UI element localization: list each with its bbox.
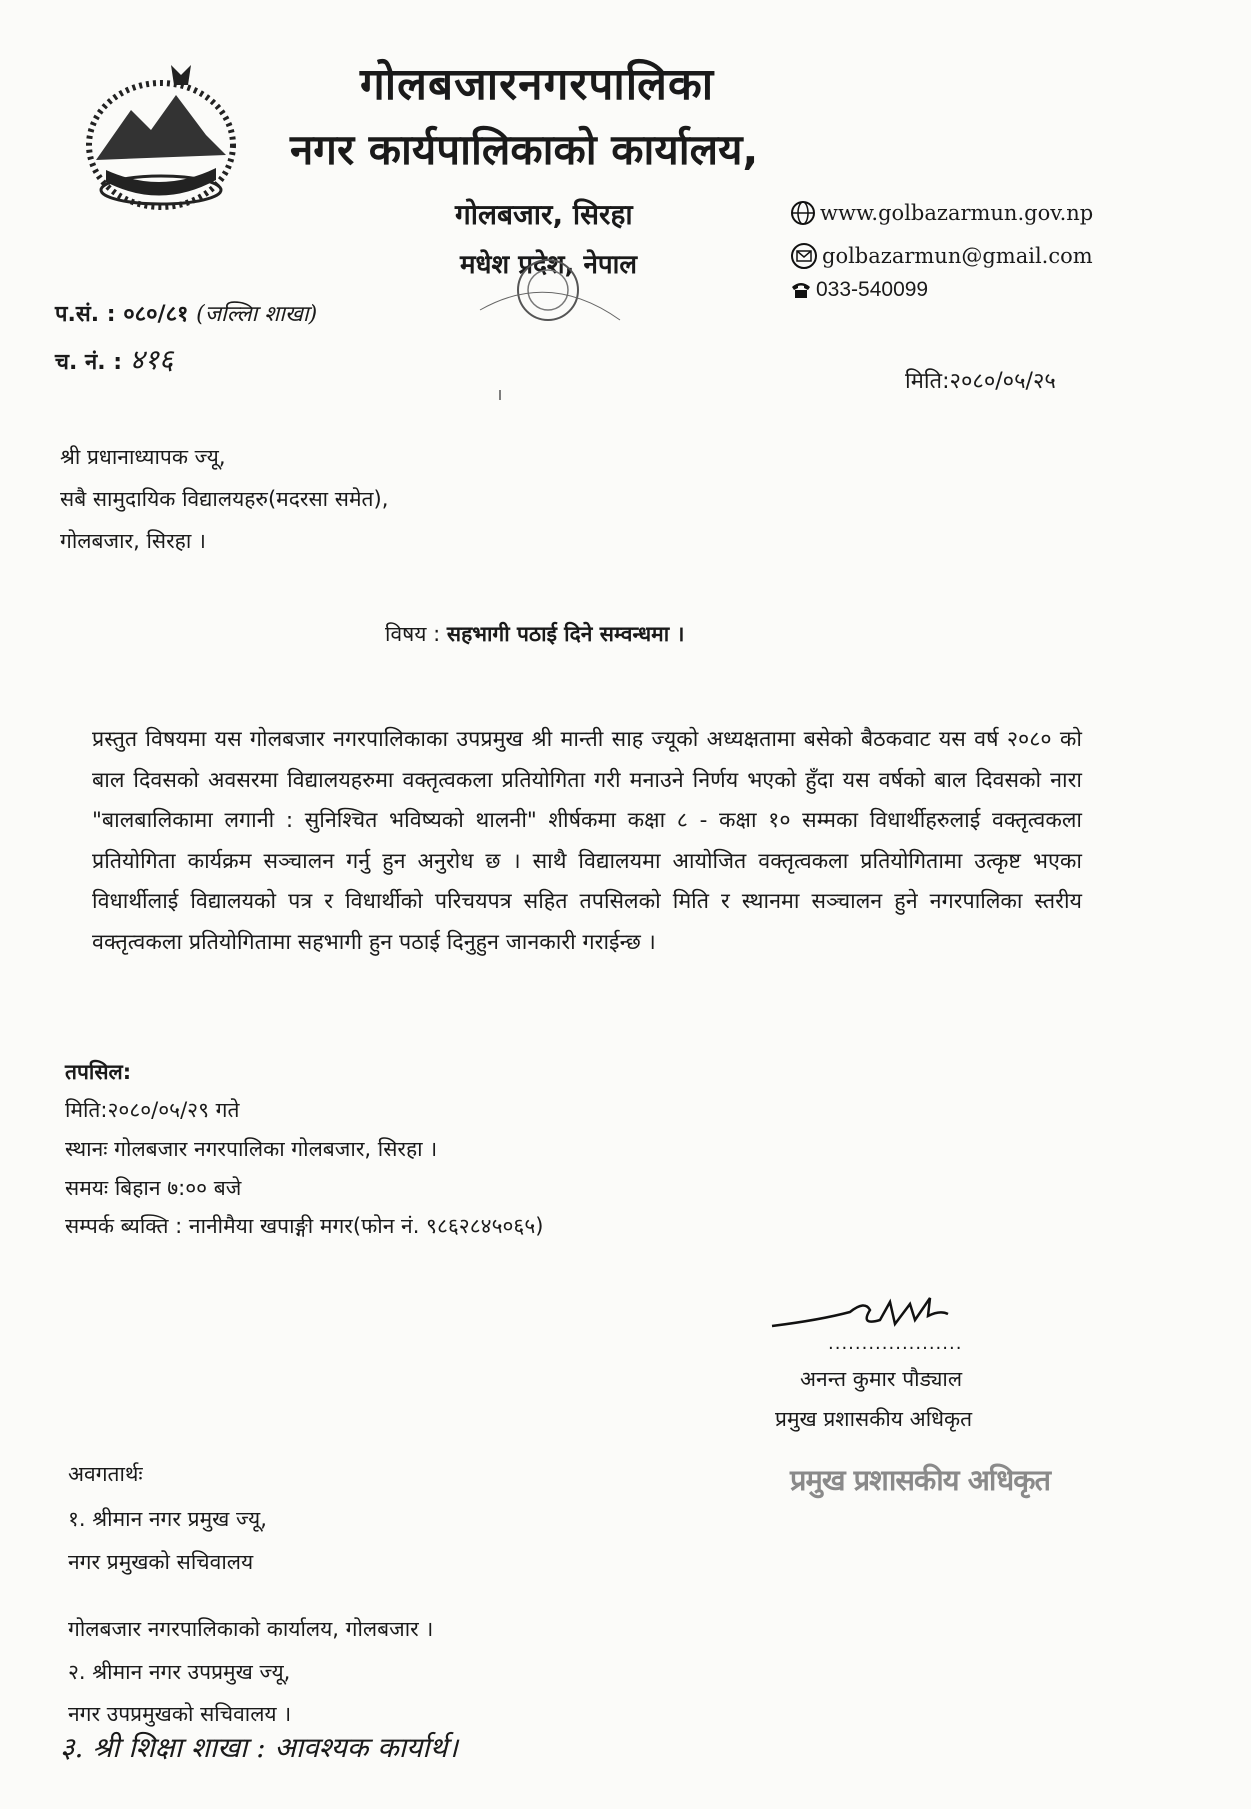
addressee-line: श्री प्रधानाध्यापक ज्यू, <box>60 445 226 469</box>
cc-handwritten-note: ३. श्री शिक्षा शाखा : आवश्यक कार्यार्थ। <box>60 1731 459 1764</box>
organization-name: गोलबजारनगरपालिका <box>360 59 715 110</box>
email-text: golbazarmun@gmail.com <box>822 244 1093 268</box>
letter-date: मिति:२०८०/०५/२५ <box>905 369 1056 394</box>
office-name: नगर कार्यपालिकाको कार्यालय, <box>290 125 759 174</box>
subject-text: सहभागी पठाई दिने सम्वन्धमा । <box>446 622 685 646</box>
cc-heading: अवगतार्थः <box>68 1462 143 1486</box>
addressee-line: गोलबजार, सिरहा । <box>60 529 206 553</box>
cn-label: च. नं. : <box>55 350 123 375</box>
website[interactable] <box>790 200 1093 226</box>
email-icon <box>790 242 818 270</box>
cn-handwritten: ४१६ <box>129 343 174 376</box>
ps-label: प.सं. : <box>55 302 116 327</box>
signature-dots: .................... <box>828 1333 963 1354</box>
letter-body: प्रस्तुत विषयमा यस गोलबजार नगरपालिकाका उपप्रमुख श्री मान्ती साह ज्यूको अध्यक्षतामा बसेको बैठकवाट यस वर्ष २०८० को बाल दिवसको अवसरमा विद्यालयहरुमा वक्तृत्वकला प्रतियोगिता गरी मनाउने निर्णय भएको हुँदा यस वर्षको बाल दिवसको नारा "बालबालिकामा लगानी : सुनिश्चित भविष्यको थालनी" शीर्षकमा कक्षा ८ - कक्षा १० सम्मका विधार्थीहरुलाई वक्तृत्वकला प्रतियोगिता कार्यक्रम सञ्चालन गर्नु हुन अनुरोध छ । साथै विद्यालयमा आयोजित वक्तृत्वकला प्रतियोगितामा उत्कृष्ट भएका विधार्थीलाई विद्यालयको पत्र र विधार्थीको परिचयपत्र सहित तपसिलको मिति र स्थानमा सञ्चालन हुने नगरपालिका स्तरीय वक्तृत्वकला प्रतियोगितामा सहभागी हुन पठाई दिनुहुन जानकारी गराईन्छ । <box>92 727 1082 955</box>
ps-value: ०८०/८१ <box>123 302 189 327</box>
cc-line: २. श्रीमान नगर उपप्रमुख ज्यू, <box>68 1660 291 1684</box>
address-line-2: मधेश प्रदेश, नेपाल <box>460 250 638 280</box>
signatory-title: प्रमुख प्रशासकीय अधिकृत <box>775 1407 973 1431</box>
website-text: www.golbazarmun.gov.np <box>820 201 1094 225</box>
ps-handwritten: (जल्लिा शाखा) <box>196 302 318 327</box>
address-line-1: गोलबजार, सिरहा <box>455 198 633 231</box>
phone-icon <box>790 281 812 299</box>
signatory-name: अनन्त कुमार पौड्याल <box>800 1367 963 1391</box>
phone <box>790 278 928 302</box>
globe-icon <box>790 200 816 226</box>
detail-time: समयः बिहान ७:०० बजे <box>65 1176 242 1200</box>
nepal-emblem-logo <box>76 50 246 220</box>
cc-line: १. श्रीमान नगर प्रमुख ज्यू, <box>68 1507 267 1531</box>
detail-place: स्थानः गोलबजार नगरपालिका गोलबजार, सिरहा । <box>65 1137 438 1161</box>
subject-line <box>385 620 684 648</box>
cc-line: गोलबजार नगरपालिकाको कार्यालय, गोलबजार । <box>68 1617 434 1641</box>
addressee-line: सबै सामुदायिक विद्यालयहरु(मदरसा समेत), <box>60 487 389 511</box>
office-stamp <box>460 250 635 410</box>
detail-contact: सम्पर्क ब्यक्ति : नानीमैया खपाङ्गी मगर(फोन नं. ९८६२८४५०६५) <box>65 1214 544 1238</box>
handwritten-signature <box>770 1290 970 1338</box>
cc-line: नगर उपप्रमुखको सचिवालय । <box>68 1702 292 1726</box>
detail-date: मिति:२०८०/०५/२९ गते <box>65 1098 240 1122</box>
subject-label: विषय : <box>385 622 441 646</box>
email[interactable] <box>790 242 1093 270</box>
phone-text: 033-540099 <box>816 278 929 301</box>
dispatch-number <box>55 340 173 378</box>
designation-seal: प्रमुख प्रशासकीय अधिकृत <box>790 1463 1051 1497</box>
reference-number <box>55 298 317 328</box>
cc-line: नगर प्रमुखको सचिवालय <box>68 1550 254 1574</box>
details-heading: तपसिल: <box>65 1060 132 1084</box>
